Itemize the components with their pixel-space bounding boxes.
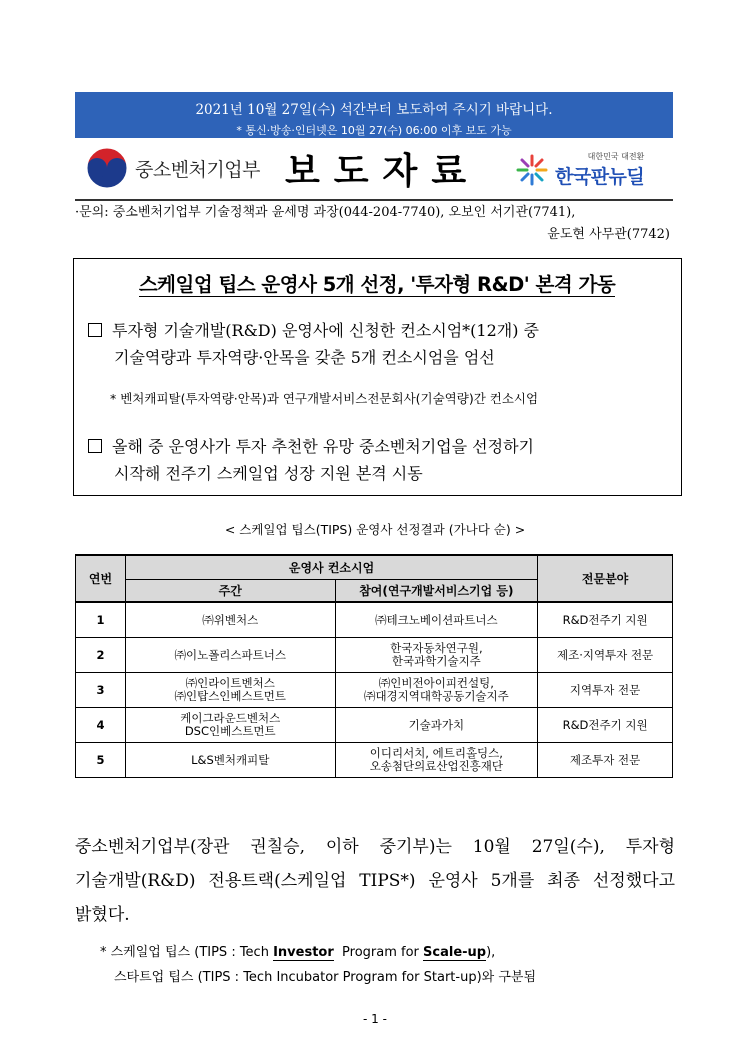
new-deal-name: 한국판뉴딜	[555, 166, 645, 188]
paragraph-line: 밝혔다.	[75, 905, 130, 925]
ministry-name: 중소벤처기업부	[135, 158, 260, 181]
cell-participant: 기술과가치	[335, 708, 538, 743]
cell-participant: 이디리서치, 에트리홀딩스, 오송첨단의료산업진흥재단	[335, 743, 538, 778]
cell-lead: ㈜인라이트벤처스 ㈜인탑스인베스트먼트	[125, 673, 335, 708]
summary-box	[73, 258, 682, 496]
cell-field: R&D전주기 지원	[538, 602, 673, 638]
table-row	[76, 673, 673, 708]
column-header-lead: 주간	[125, 580, 335, 603]
summary-footnote: * 벤처캐피탈(투자역량·안목)과 연구개발서비스전문회사(기술역량)간 컨소시엄	[110, 391, 539, 406]
cell-field: R&D전주기 지원	[538, 708, 673, 743]
footnote-line	[100, 940, 536, 965]
headline	[74, 269, 680, 297]
cell-field: 지역투자 전문	[538, 673, 673, 708]
cell-no: 5	[76, 743, 126, 778]
cell-lead: ㈜이노폴리스파트너스	[125, 638, 335, 673]
headline-text: 스케일업 팁스 운영사 5개 선정, '투자형 R&D' 본격 가동	[138, 273, 616, 296]
cell-no: 4	[76, 708, 126, 743]
cell-lead: ㈜위벤처스	[125, 602, 335, 638]
cell-lead: L&S벤처캐피탈	[125, 743, 335, 778]
taegeuk-icon	[85, 146, 129, 190]
paragraph-line: 기술개발(R&D) 전용트랙(스케일업 TIPS*) 운영사 5개를 최종 선정했다고	[75, 871, 675, 891]
cell-no: 1	[76, 602, 126, 638]
table-row	[76, 708, 673, 743]
operators-table	[75, 554, 673, 778]
new-deal-burst-icon	[515, 153, 549, 187]
cell-no: 2	[76, 638, 126, 673]
bullet-text: 투자형 기술개발(R&D) 운영사에 신청한 컨소시엄*(12개) 중	[112, 321, 539, 340]
table-row	[76, 638, 673, 673]
cell-no: 3	[76, 673, 126, 708]
contact-info	[75, 202, 670, 246]
footnote-text: * 스케일업 팁스 (TIPS : Tech	[100, 945, 274, 960]
footnote-line: 스타트업 팁스 (TIPS : Tech Incubator Program for Start-up)와 구분됨	[114, 970, 537, 985]
summary-bullet	[88, 433, 668, 487]
footnote-emphasis: Investor	[273, 945, 334, 960]
embargo-line: 2021년 10월 27일(수) 석간부터 보도하여 주시기 바랍니다.	[195, 102, 553, 118]
column-header-field: 전문분야	[538, 555, 673, 602]
table-row	[76, 743, 673, 778]
cell-participant: 한국자동차연구원, 한국과학기술지주	[335, 638, 538, 673]
new-deal-tagline: 대한민국 대전환	[587, 152, 645, 161]
contact-line: ·문의: 중소벤처기업부 기술정책과 윤세명 과장(044-204-7740), 오보인 서기관(7741),	[75, 205, 576, 220]
footnote	[100, 940, 536, 990]
page-number: - 1 -	[363, 1012, 387, 1026]
cell-participant: ㈜인비전아이피컨설팅, ㈜대경지역대학공동기술지주	[335, 673, 538, 708]
column-header-participant: 참여(연구개발서비스기업 등)	[335, 580, 538, 603]
body-paragraph	[75, 830, 675, 932]
cell-participant: ㈜테크노베이션파트너스	[335, 602, 538, 638]
table-row	[76, 602, 673, 638]
bullet-text: 올해 중 운영사가 투자 추천한 유망 중소벤처기업을 선정하기	[112, 437, 535, 456]
cell-lead: 케이그라운드벤처스 DSC인베스트먼트	[125, 708, 335, 743]
embargo-note: * 통신·방송·인터넷은 10월 27(수) 06:00 이후 보도 가능	[236, 124, 512, 137]
paragraph-line: 중소벤처기업부(장관 권칠승, 이하 중기부)는 10월 27일(수), 투자형	[75, 837, 675, 857]
contact-line: 윤도현 사무관(7742)	[547, 227, 670, 242]
checkbox-square-icon	[88, 439, 102, 453]
cell-field: 제조투자 전문	[538, 743, 673, 778]
column-header-consortium: 운영사 컨소시엄	[125, 555, 537, 580]
press-release-title: 보도자료	[285, 150, 481, 192]
summary-bullet	[88, 317, 668, 371]
new-deal-logo	[515, 151, 644, 189]
column-header-no: 연번	[76, 555, 126, 602]
footnote-emphasis: Scale-up	[423, 945, 487, 960]
bullet-text: 시작해 전주기 스케일업 성장 지원 본격 시동	[114, 464, 423, 483]
checkbox-square-icon	[88, 323, 102, 337]
footnote-text: ),	[486, 945, 496, 960]
press-header	[75, 141, 673, 201]
embargo-banner	[75, 92, 673, 138]
footnote-text: Program for	[333, 945, 424, 960]
ministry-logo	[85, 145, 260, 191]
table-caption: < 스케일업 팁스(TIPS) 운영사 선정결과 (가나다 순) >	[224, 522, 526, 537]
bullet-text: 기술역량과 투자역량·안목을 갖춘 5개 컨소시엄을 엄선	[114, 348, 495, 367]
cell-field: 제조·지역투자 전문	[538, 638, 673, 673]
